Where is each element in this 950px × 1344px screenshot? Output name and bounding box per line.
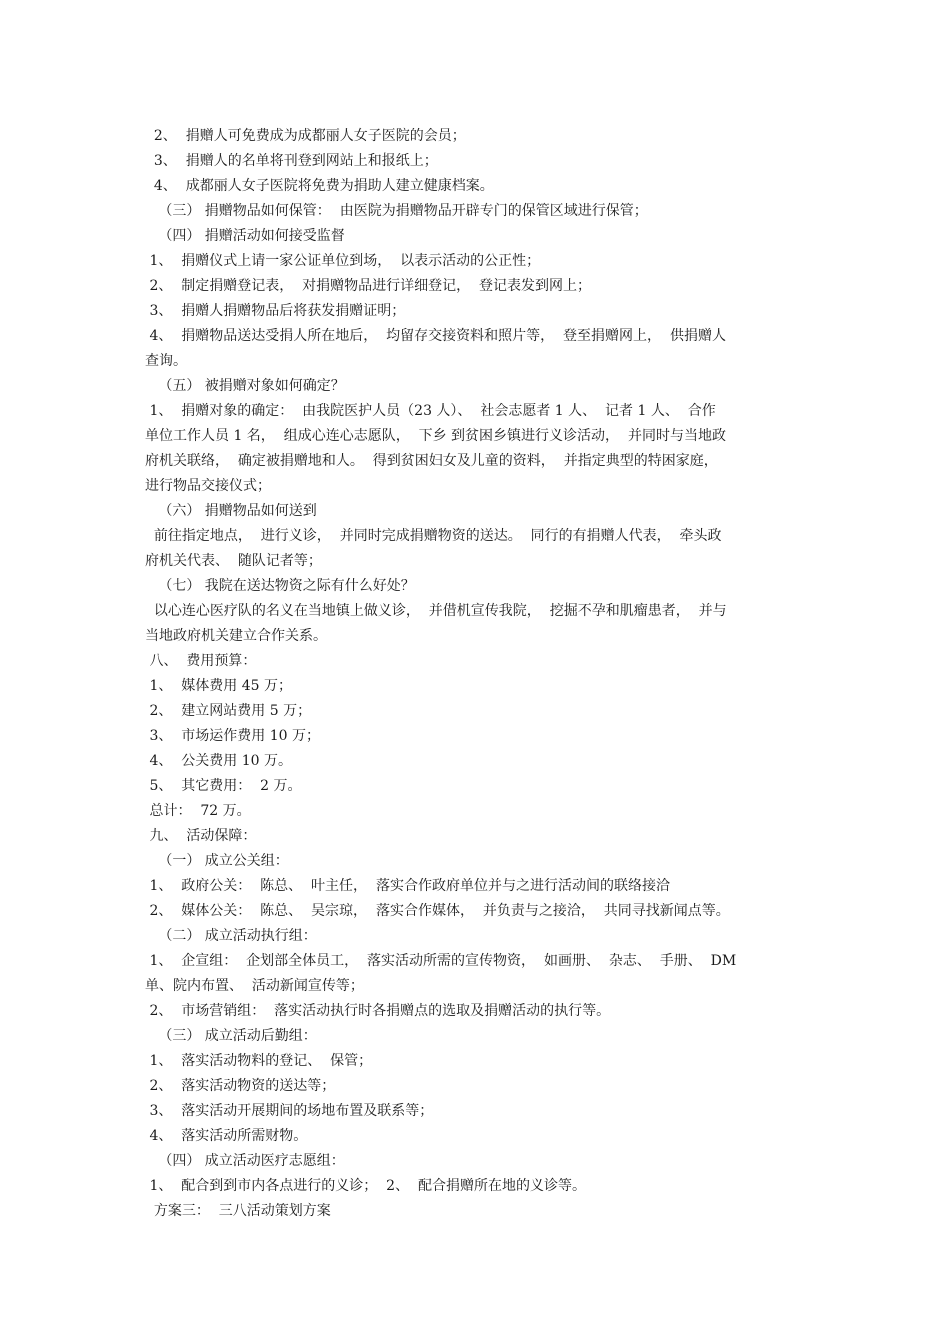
budget-item: 3、 市场运作费用 10 万；: [145, 728, 320, 744]
text-line: 2、 落实活动物资的送达等；: [145, 1078, 336, 1094]
section-heading: （五） 被捐赠对象如何确定？: [145, 378, 345, 394]
section-heading: 九、 活动保障：: [145, 828, 257, 844]
text-line: 1、 配合到到市内各点进行的义诊； 2、 配合捐赠所在地的义诊等。: [145, 1178, 586, 1194]
budget-item: 4、 公关费用 10 万。: [145, 753, 292, 769]
text-line: 当地政府机关建立合作关系。: [145, 628, 327, 644]
text-line: 1、 捐赠对象的确定： 由我院医护人员（23 人）、 社会志愿者 1 人、 记者 1 人、 合作: [145, 403, 716, 419]
text-line: 3、 捐赠人的名单将刊登到网站上和报纸上；: [145, 153, 438, 169]
section-heading: （七） 我院在送达物资之际有什么好处？: [145, 578, 415, 594]
text-line: 以心连心医疗队的名义在当地镇上做义诊， 并借机宣传我院， 挖掘不孕和肌瘤患者， 并与: [145, 603, 727, 619]
text-line: 1、 捐赠仪式上请一家公证单位到场， 以表示活动的公正性；: [145, 253, 541, 269]
text-line: 前往指定地点， 进行义诊， 并同时完成捐赠物资的送达。 同行的有捐赠人代表， 牵头政: [145, 528, 722, 544]
text-line: 1、 政府公关： 陈总、 叶主任， 落实合作政府单位并与之进行活动间的联络接洽: [145, 878, 670, 894]
budget-item: 2、 建立网站费用 5 万；: [145, 703, 312, 719]
text-line: 府机关联络， 确定被捐赠地和人。 得到贫困妇女及儿童的资料， 并指定典型的特困家庭，: [145, 453, 718, 469]
text-line: 1、 企宣组： 企划部全体员工， 落实活动所需的宣传物资， 如画册、 杂志、 手册、 DM: [145, 953, 737, 969]
text-line: 3、 落实活动开展期间的场地布置及联系等；: [145, 1103, 434, 1119]
text-line: 4、 捐赠物品送达受捐人所在地后， 均留存交接资料和照片等， 登至捐赠网上， 供捐赠人: [145, 328, 726, 344]
text-line: 4、 落实活动所需财物。: [145, 1128, 308, 1144]
budget-item: 5、 其它费用： 2 万。: [145, 778, 302, 794]
text-line: 单位工作人员 1 名， 组成心连心志愿队， 下乡 到贫困乡镇进行义诊活动， 并同时与当地政: [145, 428, 726, 444]
text-line: 进行物品交接仪式；: [145, 478, 271, 494]
section-heading: （四） 成立活动医疗志愿组：: [145, 1153, 345, 1169]
text-line: 4、 成都丽人女子医院将免费为捐助人建立健康档案。: [145, 178, 494, 194]
section-heading: （二） 成立活动执行组：: [145, 928, 317, 944]
text-line: 单、院内布置、 活动新闻宣传等；: [145, 978, 364, 994]
section-heading: （六） 捐赠物品如何送到: [145, 503, 317, 519]
text-line: 1、 落实活动物料的登记、 保管；: [145, 1053, 373, 1069]
budget-total: 总计： 72 万。: [145, 803, 251, 819]
text-line: 3、 捐赠人捐赠物品后将获发捐赠证明；: [145, 303, 406, 319]
document-body: [145, 124, 810, 1224]
section-heading: （三） 捐赠物品如何保管： 由医院为捐赠物品开辟专门的保管区域进行保管；: [145, 203, 648, 219]
budget-item: 1、 媒体费用 45 万；: [145, 678, 292, 694]
text-line: 2、 市场营销组： 落实活动执行时各捐赠点的选取及捐赠活动的执行等。: [145, 1003, 611, 1019]
section-heading: （三） 成立活动后勤组：: [145, 1028, 317, 1044]
section-heading: 八、 费用预算：: [145, 653, 257, 669]
text-line: 2、 制定捐赠登记表， 对捐赠物品进行详细登记， 登记表发到网上；: [145, 278, 592, 294]
text-line: 查询。: [145, 353, 187, 369]
plan-title: 方案三： 三八活动策划方案: [145, 1203, 331, 1219]
section-heading: （四） 捐赠活动如何接受监督: [145, 228, 345, 244]
section-heading: （一） 成立公关组：: [145, 853, 289, 869]
text-line: 2、 媒体公关： 陈总、 吴宗琼， 落实合作媒体， 并负责与之接洽， 共同寻找新闻点等。: [145, 903, 730, 919]
text-line: 2、 捐赠人可免费成为成都丽人女子医院的会员；: [145, 128, 466, 144]
text-line: 府机关代表、 随队记者等；: [145, 553, 322, 569]
